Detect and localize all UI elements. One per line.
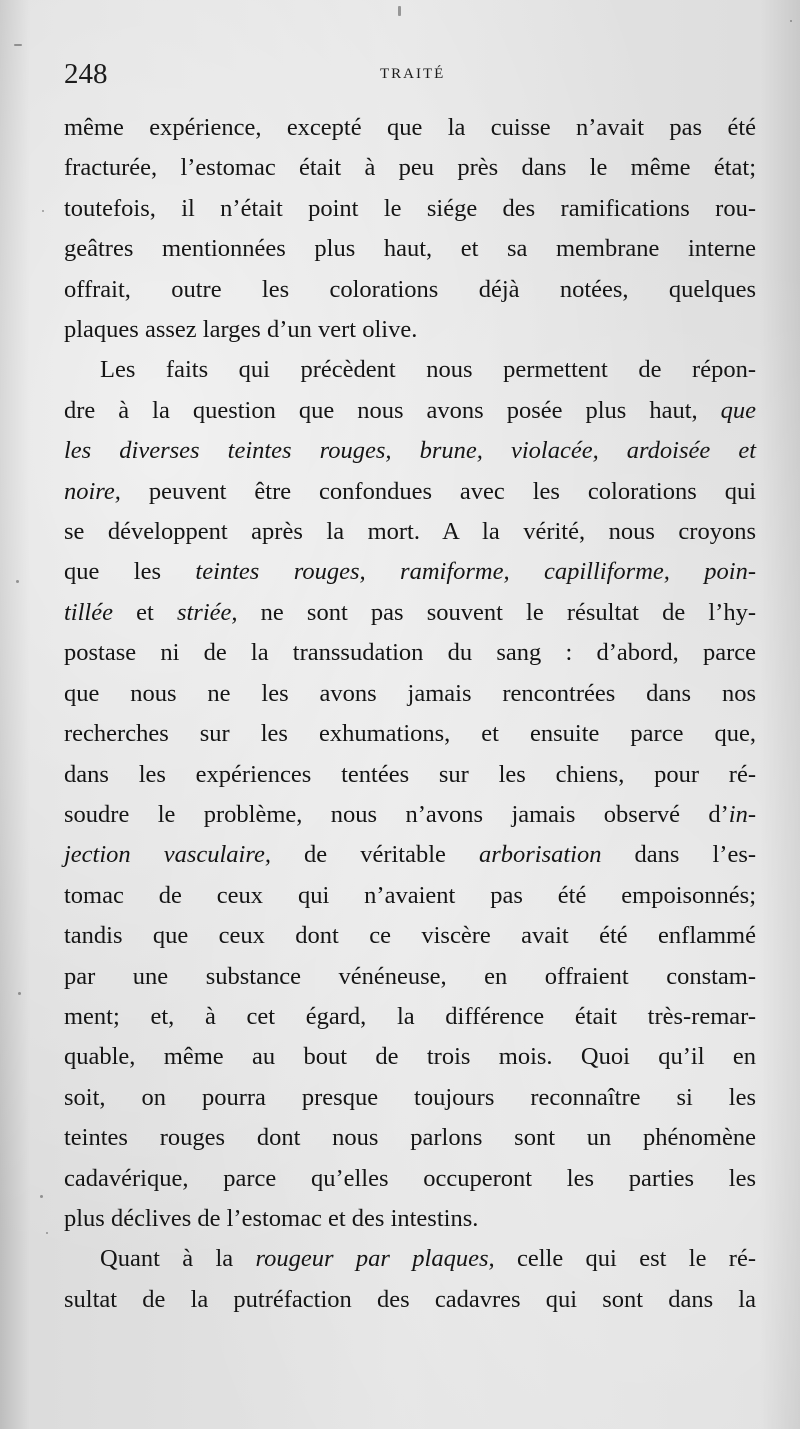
text-line: fracturée, l’estomac était à peu près dans le même état; (64, 154, 756, 182)
text-line: sultat de la putréfaction des cadavres qui sont dans la (64, 1285, 756, 1313)
text-line: teintes rouges dont nous parlons sont un phénomène (64, 1124, 756, 1152)
italic-span: jection vasculaire, (64, 841, 271, 869)
text-span: et (136, 598, 154, 626)
paragraph-1 (64, 108, 756, 350)
text-line: tomac de ceux qui n’avaient pas été empoisonnés; (64, 881, 756, 909)
italic-span: rougeur par plaques, (255, 1245, 495, 1273)
italic-span: noire, (64, 477, 121, 505)
running-title: TRAITÉ (380, 66, 446, 82)
text-line: plaques assez larges d’un vert olive. (64, 316, 418, 344)
italic-span: les diverses teintes rouges, brune, violacée, ardoisée et (64, 437, 756, 465)
italic-span: tillée (64, 598, 113, 626)
text-span: soudre le problème, nous n’avons jamais observé d’ (64, 800, 729, 828)
text-line: postase ni de la transsudation du sang : d’abord, parce (64, 639, 756, 667)
text-line (64, 795, 756, 835)
text-line: par une substance vénéneuse, en offraient constam- (64, 962, 756, 990)
text-span: que les (64, 558, 161, 586)
paper-speck (790, 20, 792, 22)
text-line: même expérience, excepté que la cuisse n’avait pas été (64, 114, 756, 141)
text-line (64, 1239, 756, 1279)
paper-speck (16, 580, 19, 583)
paper-speck (14, 44, 22, 46)
paper-speck (40, 1195, 43, 1198)
italic-span: que (720, 396, 757, 424)
text-line: ment; et, à cet égard, la différence était très-remar- (64, 1002, 756, 1030)
text-line (64, 593, 756, 633)
text-span: ne sont pas souvent le résultat de l’hy- (260, 598, 757, 626)
text-line: offrait, outre les colorations déjà notées, quelques (64, 275, 756, 303)
paper-speck (42, 210, 44, 212)
text-span: dans l’es- (634, 841, 757, 869)
italic-span: in- (728, 800, 756, 828)
body-text (64, 108, 756, 1320)
text-line (64, 552, 756, 592)
text-line: Les faits qui précèdent nous permettent de répon- (100, 356, 756, 384)
paragraph-2 (64, 350, 756, 1239)
text-line: tandis que ceux dont ce viscère avait été enflammé (64, 922, 756, 950)
paper-speck (398, 6, 401, 16)
text-line: cadavérique, parce qu’elles occuperont les parties les (64, 1164, 756, 1192)
italic-span: teintes rouges, ramiforme, capilliforme, poin- (195, 558, 756, 586)
text-span: celle qui est le ré- (516, 1245, 757, 1273)
paper-speck (46, 1232, 48, 1234)
text-line: recherches sur les exhumations, et ensuite parce que, (64, 720, 756, 748)
text-line: plus déclives de l’estomac et des intestins. (64, 1204, 479, 1232)
text-span: de véritable (304, 841, 446, 869)
text-line: que nous ne les avons jamais rencontrées dans nos (64, 679, 756, 707)
text-line: dans les expériences tentées sur les chiens, pour ré- (64, 760, 756, 788)
text-span: peuvent être confondues avec les colorations qui (148, 477, 757, 505)
running-head (64, 58, 752, 98)
text-line: geâtres mentionnées plus haut, et sa membrane interne (64, 235, 756, 263)
text-line: se développent après la mort. A la vérité, nous croyons (64, 518, 756, 546)
text-line: soit, on pourra presque toujours reconnaître si les (64, 1083, 756, 1111)
paragraph-3 (64, 1239, 756, 1320)
text-line (64, 431, 756, 471)
text-line (64, 835, 756, 875)
page-number: 248 (64, 58, 108, 90)
text-span: Quant à la (100, 1245, 234, 1273)
italic-span: striée, (176, 598, 238, 626)
text-span: dre à la question que nous avons posée plus haut, (64, 396, 698, 424)
text-line: toutefois, il n’était point le siége des ramifications rou- (64, 194, 756, 222)
paper-speck (18, 992, 21, 995)
italic-span: arborisation (478, 841, 602, 869)
text-line (64, 472, 756, 512)
text-line (64, 391, 756, 431)
text-line: quable, même au bout de trois mois. Quoi qu’il en (64, 1043, 756, 1071)
